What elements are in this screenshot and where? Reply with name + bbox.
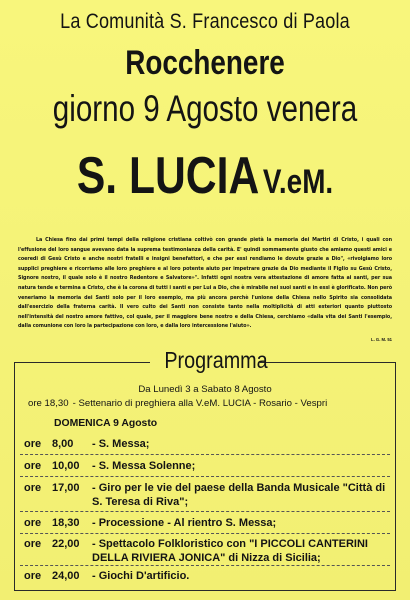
event-row <box>24 459 394 473</box>
settenario-time: ore 18,30 <box>28 398 69 409</box>
settenario-line <box>28 398 327 409</box>
separator <box>20 565 390 566</box>
separator <box>20 454 390 455</box>
community-heading: La Comunità S. Francesco di Paola <box>60 10 350 33</box>
programma-title: Programma <box>164 347 268 373</box>
saint-title <box>37 146 373 206</box>
location-heading: Rocchenere <box>125 44 285 82</box>
event-time: 8,00 <box>52 438 74 450</box>
event-time: 17,00 <box>52 482 80 494</box>
event-desc: - S. Messa Solenne; <box>92 460 196 472</box>
event-ore: ore <box>24 538 42 550</box>
saint-name: S. LUCIA <box>76 147 260 205</box>
event-row <box>24 437 394 451</box>
event-desc: - S. Messa; <box>92 438 150 450</box>
program-day: DOMENICA 9 Agosto <box>54 418 158 429</box>
separator <box>20 533 390 534</box>
intro-paragraph: La Chiesa fino dai primi tempi della religione cristiana coltivò con grande pietà la memoria dei Martiri di Cristo, i quali con l'effusione del loro sangue avevano data la suprema testimonianza della carità. E' quindi sommamente giusto che amiamo questi amici e coeredi di Gesù Cristo e anche nostri fratelli e insigni benefattori, e che per essi rendiamo le dovute grazie a Dio", «rivolgiamo loro supplici preghiere e ricorriamo alle loro preghiere e al loro potente aiuto per impetrare grazie da Dio mediante il Figlio su Gesù Cristo, Signore nostro, il quale solo è il nostro Redentore e Salvatore»". Infatti ogni nostra vera attestazione di amore fatta ai santi, per sua natura tende e termina a Cristo, che è la corona di tutti i santi e per Lui a Dio, che è mirabile nei suoi santi e in essi è glorificato. Non però veneriamo la memoria dei Santi solo per il loro esempio, ma più ancora perchè l'unione della Chiesa nello Spirito sia consolidata dall'esercizio della fraterna carità. Il vero culto dei Santi non consiste tanto nella moltiplicità di atti esteriori quanto piuttosto nell'intensità del nostro amore fattivo, col quale, per il maggiore bene nostro e della Chiesa, cerchiamo «dalla vita dei Santi l'esempio, dalla comunione con loro la partecipazione con loro, e dalla loro intercessione l'aiuto». <box>18 237 392 330</box>
event-desc: - Spettacolo Folkloristico con "I PICCOLI CANTERINI DELLA RIVIERA JONICA" di Nizza di Sicilia; <box>92 538 368 564</box>
event-ore: ore <box>24 570 42 582</box>
event-time: 22,00 <box>52 538 80 550</box>
event-row <box>24 569 394 583</box>
event-ore: ore <box>24 438 42 450</box>
separator <box>20 511 390 512</box>
separator <box>20 476 390 477</box>
event-time: 18,30 <box>52 517 80 529</box>
signature: L. G. M. 51 <box>371 337 392 342</box>
event-desc: - Processione - Al rientro S. Messa; <box>92 517 277 529</box>
saint-suffix: V.eM. <box>262 163 334 201</box>
event-row <box>24 481 394 509</box>
event-time: 24,00 <box>52 570 80 582</box>
event-ore: ore <box>24 460 42 472</box>
event-row <box>24 516 394 530</box>
event-ore: ore <box>24 517 42 529</box>
settenario-text: - Settenario di preghiera alla V.eM. LUCIA - Rosario - Vespri <box>72 398 328 409</box>
event-row <box>24 537 394 565</box>
date-heading: giorno 9 Agosto venera <box>52 88 358 129</box>
event-desc: - Giochi D'artificio. <box>92 570 190 582</box>
event-desc: - Giro per le vie del paese della Banda Musicale "Città di S. Teresa di Riva"; <box>92 482 386 508</box>
event-ore: ore <box>24 482 42 494</box>
programma-dates: Da Lunedì 3 a Sabato 8 Agosto <box>138 384 272 395</box>
event-time: 10,00 <box>52 460 80 472</box>
